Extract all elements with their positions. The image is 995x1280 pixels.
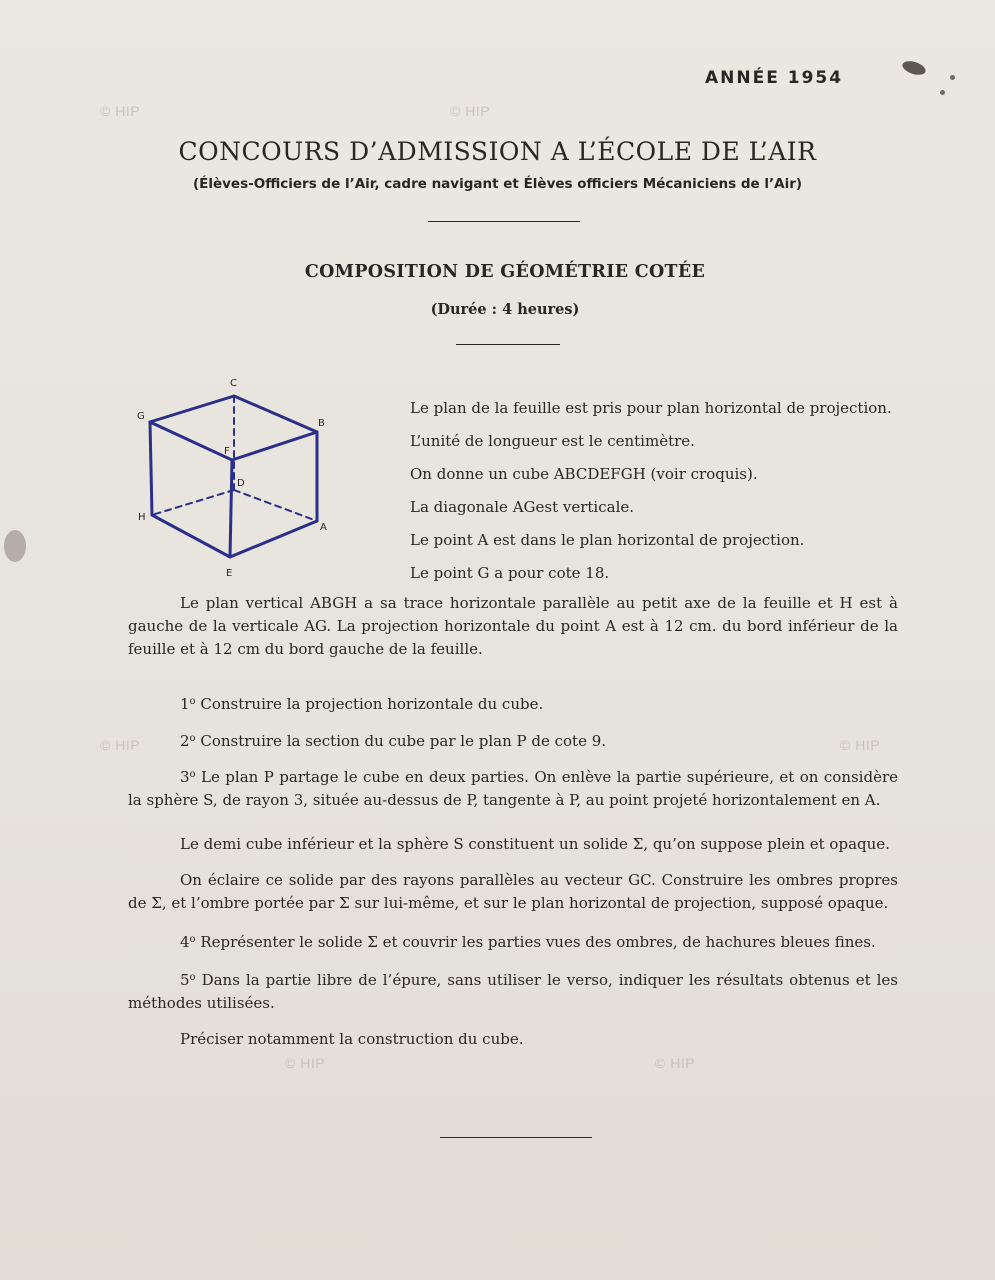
- composition-duration: (Durée : 4 heures): [430, 301, 580, 318]
- label-g: G: [137, 411, 145, 422]
- divider: [428, 221, 580, 222]
- hidden-edge-dh: [152, 490, 234, 515]
- given-line: Le point A est dans le plan horizontal de projection.: [410, 531, 805, 549]
- divider: [440, 1137, 592, 1138]
- question-number: 4: [180, 933, 190, 951]
- question-text: Représenter le solide Σ et couvrir les parties vues des ombres, de hachures bleues fines.: [200, 933, 876, 951]
- given-line: Le point G a pour cote 18.: [410, 564, 610, 582]
- hidden-edge-da: [234, 490, 317, 521]
- question-4: 4$^o$ Représenter le solide Σ et couvrir les parties vues des ombres, de hachures bleues fines.: [180, 933, 876, 951]
- question-text: Construire la projection horizontale du cube.: [200, 695, 544, 713]
- question-number: 2: [180, 732, 190, 750]
- final-instruction: [128, 1028, 898, 1051]
- watermark: © HIP: [100, 103, 141, 119]
- watermark: © HIP: [450, 103, 491, 119]
- edge-fb: [232, 432, 317, 460]
- paragraph-text: Le demi cube inférieur et la sphère S constituent un solide Σ, qu’on suppose plein et opaque.: [180, 835, 890, 853]
- year-label: ANNÉE 1954: [705, 68, 844, 88]
- edge-gh: [150, 422, 152, 515]
- composition-title: COMPOSITION DE GÉOMÉTRIE COTÉE: [304, 262, 706, 282]
- question-5: 5$^o$ Dans la partie libre de l’épure, sans utiliser le verso, indiquer les résultats obtenus et les méthodes utilisées.: [128, 971, 898, 1012]
- given-line: L’unité de longueur est le centimètre.: [410, 432, 695, 450]
- page-title: CONCOURS D’ADMISSION A L’ÉCOLE DE L’AIR: [178, 137, 817, 166]
- edge-he: [152, 515, 230, 557]
- divider: [456, 344, 560, 345]
- given-line: On donne un cube ABCDEFGH (voir croquis).: [410, 465, 758, 483]
- label-a: A: [320, 522, 327, 533]
- edge-fe: [230, 460, 232, 557]
- given-statements: [410, 398, 970, 596]
- page-subtitle: (Élèves-Officiers de l’Air, cadre navigant et Élèves officiers Mécaniciens de l’Air): [192, 176, 803, 192]
- cube-sketch: [120, 370, 350, 585]
- label-d: D: [237, 478, 245, 489]
- ink-dot: [950, 75, 955, 80]
- question-text: Construire la section du cube par le plan P de cote 9.: [200, 732, 607, 750]
- given-line: La diagonale AGest verticale.: [410, 498, 635, 516]
- question-3-solid: [128, 833, 898, 856]
- ink-dot: [940, 90, 945, 95]
- label-c: C: [230, 378, 237, 389]
- punch-hole: [4, 530, 26, 562]
- given-line: Le plan de la feuille est pris pour plan horizontal de projection.: [410, 399, 892, 417]
- watermark: © HIP: [285, 1055, 326, 1071]
- label-f: F: [224, 446, 230, 457]
- label-h: H: [138, 512, 146, 523]
- edge-cb: [234, 396, 317, 432]
- edge-ea: [230, 521, 317, 557]
- watermark: © HIP: [100, 737, 141, 753]
- watermark: © HIP: [655, 1055, 696, 1071]
- intro-text: Le plan vertical ABGH a sa trace horizontale parallèle au petit axe de la feuille et H est à gauche de la verticale AG. La projection horizontale du point A est à 12 cm. du bord inférieur de la feuille et à 12 cm du bord gauche de la feuille.: [128, 594, 898, 658]
- question-text: Le plan P partage le cube en deux parties. On enlève la partie supérieure, et on considère la sphère S, de rayon 3, située au-dessus de P, tangente à P, au point projeté horizontalement en A.: [128, 768, 898, 809]
- edge-gc: [150, 396, 234, 422]
- question-1: 1$^o$ Construire la projection horizontale du cube.: [180, 695, 544, 713]
- paragraph-text: Préciser notamment la construction du cube.: [180, 1030, 524, 1048]
- question-text: Dans la partie libre de l’épure, sans utiliser le verso, indiquer les résultats obtenus et les méthodes utilisées.: [128, 971, 898, 1012]
- ink-smudge: [901, 59, 928, 78]
- question-number: 5: [180, 971, 190, 989]
- paragraph-text: On éclaire ce solide par des rayons parallèles au vecteur GC. Construire les ombres propres de Σ, et l’ombre portée par Σ sur lui-même, et sur le plan horizontal de projection, supposé opaque.: [128, 871, 898, 912]
- question-3: 3$^o$ Le plan P partage le cube en deux parties. On enlève la partie supérieure, et on considère la sphère S, de rayon 3, située au-dessus de P, tangente à P, au point projeté horizontalement en A.: [128, 768, 898, 809]
- question-2: 2$^o$ Construire la section du cube par le plan P de cote 9.: [180, 732, 607, 750]
- intro-paragraph: [128, 592, 898, 661]
- question-number: 3: [180, 768, 190, 786]
- label-b: B: [318, 418, 325, 429]
- label-e: E: [226, 568, 233, 579]
- edge-gf: [150, 422, 232, 460]
- question-number: 1: [180, 695, 190, 713]
- watermark: © HIP: [840, 737, 881, 753]
- question-3-light: [128, 869, 898, 915]
